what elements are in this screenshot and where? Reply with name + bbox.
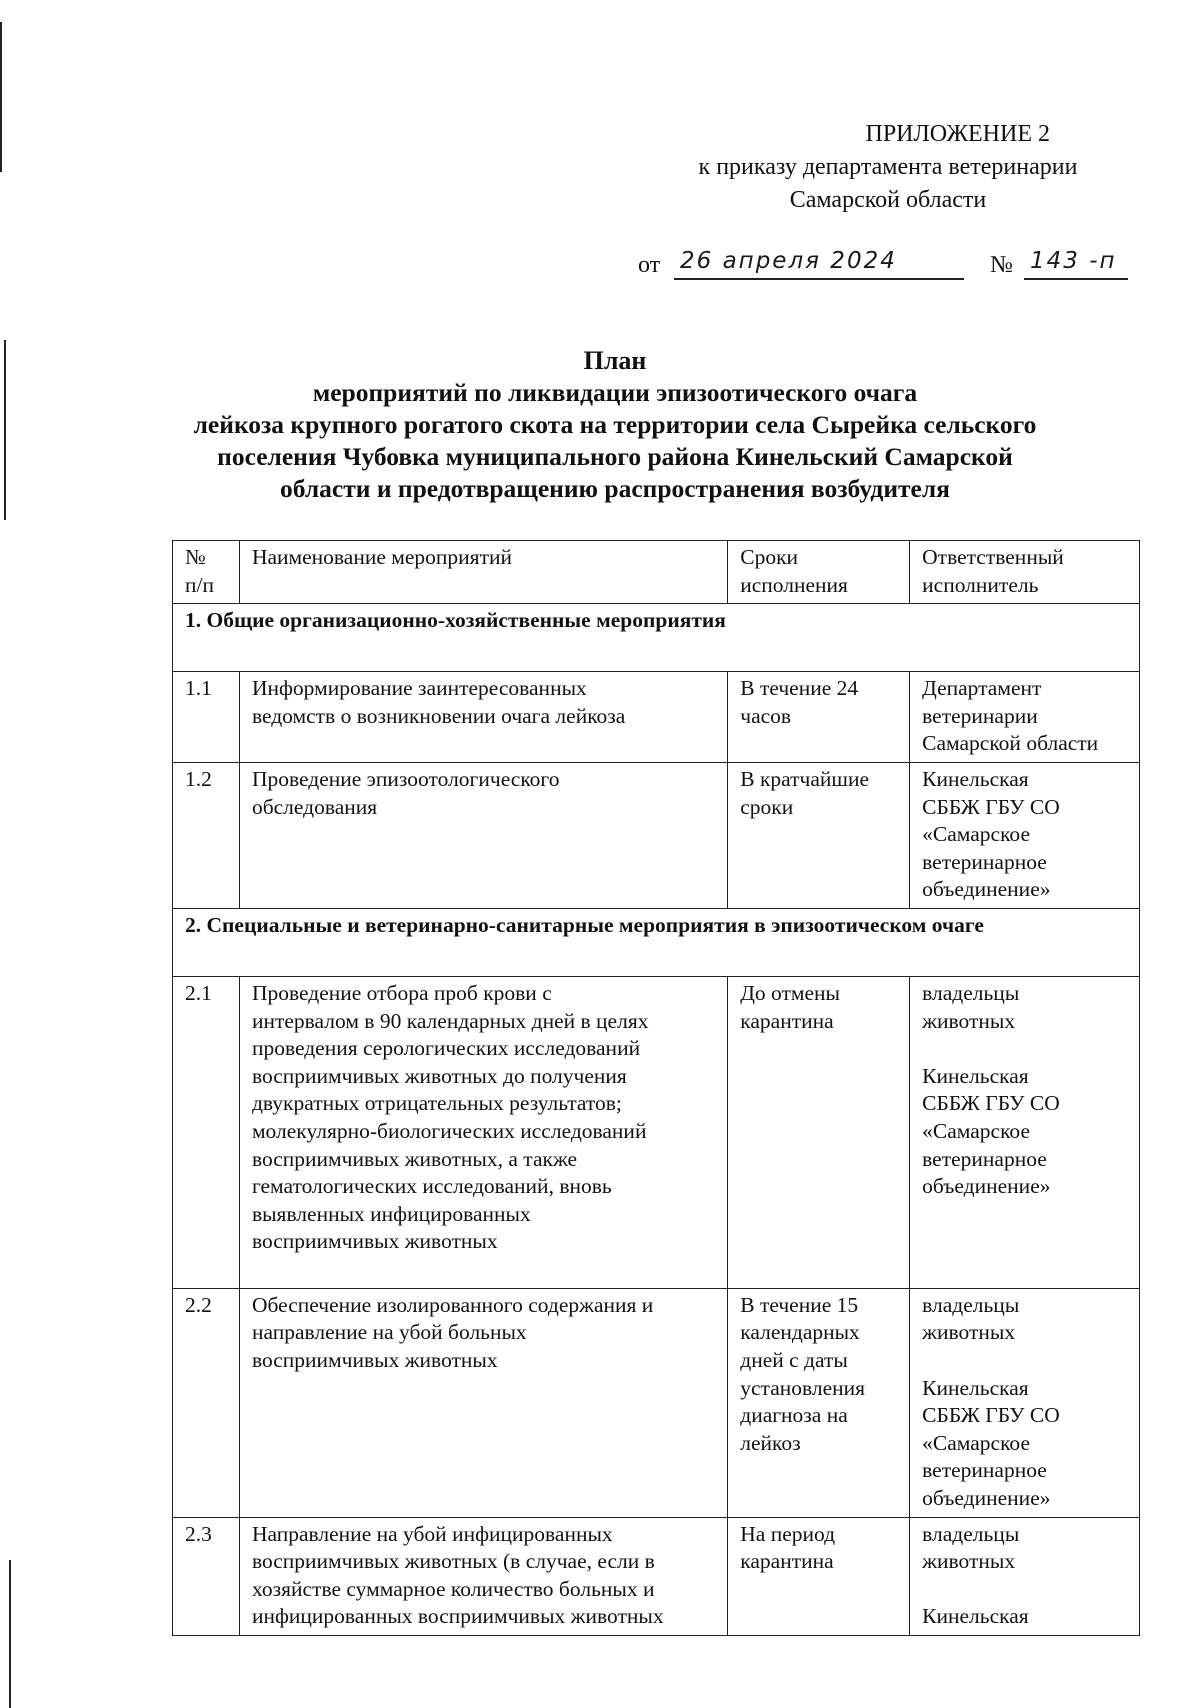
plan-title-line: лейкоза крупного рогатого скота на территории села Сырейка сельского: [193, 410, 1037, 439]
row-num: 2.2: [173, 1288, 240, 1517]
table-row: [173, 1517, 1140, 1635]
table-row: [173, 1288, 1140, 1517]
handwritten-number: 143 -п: [1030, 248, 1117, 274]
row-term: В течение 15 календарных дней с даты установления диагноза на лейкоз: [728, 1288, 910, 1517]
plan-title-line: мероприятий по ликвидации эпизоотического очага: [312, 378, 918, 407]
plan-title: [150, 345, 1080, 505]
annex-block: [648, 118, 1128, 217]
number-label: №: [990, 252, 1013, 278]
section-1-title: 1. Общие организационно-хозяйственные мероприятия: [173, 604, 1140, 672]
row-resp: владельцы животных Кинельская СББЖ ГБУ СО «Самарское ветеринарное объединение»: [910, 976, 1140, 1288]
plan-title-line: поселения Чубовка муниципального района Кинельский Самарской: [217, 442, 1013, 471]
section-row: [173, 908, 1140, 976]
annex-line-2: Самарской области: [789, 187, 987, 213]
row-term: До отмены карантина: [728, 976, 910, 1288]
row-term: В течение 24 часов: [728, 672, 910, 763]
row-name: Проведение отбора проб крови с интервалом в 90 календарных дней в целях проведения серологических исследований восприимчивых животных до получения двукратных отрицательных результатов; молекулярно-биологических исследований восприимчивых животных, а также гематологических исследований, вновь выявленных инфицированных восприимчивых животных: [239, 976, 727, 1288]
header-name: Наименование мероприятий: [239, 541, 727, 604]
table-row: [173, 672, 1140, 763]
row-resp: владельцы животных Кинельская СББЖ ГБУ СО «Самарское ветеринарное объединение»: [910, 1288, 1140, 1517]
number-underline: [1024, 278, 1128, 280]
row-name: Направление на убой инфицированных восприимчивых животных (в случае, если в хозяйстве суммарное количество больных и инфицированных восприимчивых животных: [239, 1517, 727, 1635]
annex-line-1: к приказу департамента ветеринарии: [698, 154, 1078, 180]
row-name: Информирование заинтересованных ведомств о возникновении очага лейкоза: [239, 672, 727, 763]
annex-title: ПРИЛОЖЕНИЕ 2: [865, 121, 1050, 147]
row-resp: Кинельская СББЖ ГБУ СО «Самарское ветеринарное объединение»: [910, 762, 1140, 908]
row-term: В кратчайшие сроки: [728, 762, 910, 908]
scan-edge-mark: [0, 22, 2, 172]
row-name: Проведение эпизоотологического обследования: [239, 762, 727, 908]
handwritten-date: 26 апреля 2024: [680, 248, 897, 274]
table-row: [173, 976, 1140, 1288]
row-name: Обеспечение изолированного содержания и направление на убой больных восприимчивых животных: [239, 1288, 727, 1517]
section-row: [173, 604, 1140, 672]
section-2-title: 2. Специальные и ветеринарно-санитарные мероприятия в эпизоотическом очаге: [173, 908, 1140, 976]
order-date-line: [638, 248, 1128, 284]
scan-edge-mark: [9, 1560, 11, 1708]
table-row: [173, 762, 1140, 908]
row-num: 1.2: [173, 762, 240, 908]
from-label: от: [638, 252, 661, 278]
header-term: Сроки исполнения: [728, 541, 910, 604]
plan-title-line: области и предотвращению распространения возбудителя: [280, 474, 950, 503]
scan-edge-mark: [4, 340, 6, 520]
row-term: На период карантина: [728, 1517, 910, 1635]
date-underline: [674, 278, 964, 280]
row-num: 2.1: [173, 976, 240, 1288]
plan-heading: План: [583, 346, 647, 375]
plan-table: [172, 540, 1140, 1636]
table-header-row: [173, 541, 1140, 604]
header-num: № п/п: [173, 541, 240, 604]
row-resp: Департамент ветеринарии Самарской области: [910, 672, 1140, 763]
row-num: 2.3: [173, 1517, 240, 1635]
header-resp: Ответственный исполнитель: [910, 541, 1140, 604]
row-num: 1.1: [173, 672, 240, 763]
row-resp: владельцы животных Кинельская: [910, 1517, 1140, 1635]
